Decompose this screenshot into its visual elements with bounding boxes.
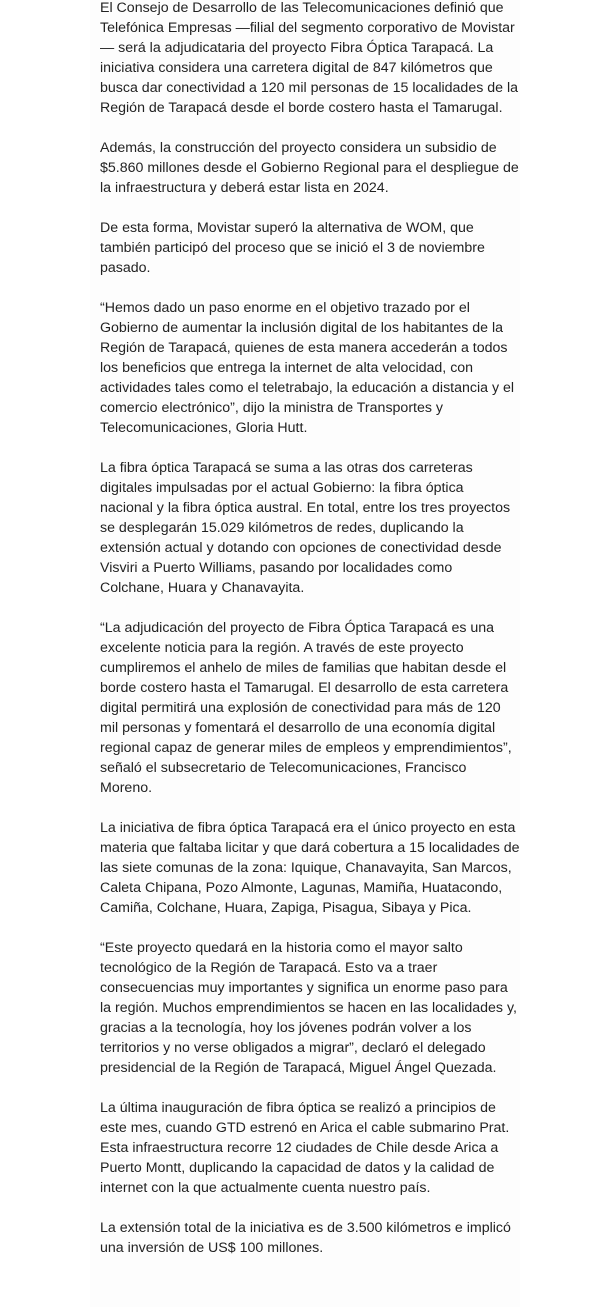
paragraph-subsidy: Además, la construcción del proyecto considera un subsidio de $5.860 millones desde el Gobierno Regional para el despliegue de la infraestructura y deberá estar lista en 2024. [100,140,519,196]
paragraph-adjudication: El Consejo de Desarrollo de las Telecomunicaciones definió que Telefónica Empresas —filial del segmento corporativo de Movistar — será la adjudicataria del proyecto Fibra Óptica Tarapacá. La iniciativa considera una carretera digital de 847 kilómetros que busca dar conectividad a 120 mil personas de 15 localidades de la Región de Tarapacá desde el borde costero hasta el Tamarugal. [100,0,519,116]
paragraph-total-extension: La extensión total de la iniciativa es de 3.500 kilómetros e implicó una inversión de US$ 100 millones. [100,1220,511,1256]
paragraph-quote-minister: “Hemos dado un paso enorme en el objetivo trazado por el Gobierno de aumentar la inclusión digital de los habitantes de la Región de Tarapacá, quienes de esta manera accederán a todos los beneficios que entrega la internet de alta velocidad, con actividades tales como el teletrabajo, la educación a distancia y el comercio electrónico”, dijo la ministra de Transportes y Telecomunicaciones, Gloria Hutt. [100,300,515,436]
paragraph-quote-subsecretary: “La adjudicación del proyecto de Fibra Óptica Tarapacá es una excelente noticia para la región. A través de este proyecto cumpliremos el anhelo de miles de familias que habitan desde el borde costero hasta el Tamarugal. El desarrollo de esta carretera digital permitirá una explosión de conectividad para más de 120 mil personas y fomentará el desarrollo de una economía digital regional capaz de generar miles de empleos y emprendimientos”, señaló el subsecretario de Telecomunicaciones, Francisco Moreno. [100,620,512,796]
paragraph-digital-highways: La fibra óptica Tarapacá se suma a las otras dos carreteras digitales impulsadas por el actual Gobierno: la fibra óptica nacional y la fibra óptica austral. En total, entre los tres proyectos se desplegarán 15.029 kilómetros de redes, duplicando la extensión actual y dotando con opciones de conectividad desde Visviri a Puerto Williams, pasando por localidades como Colchane, Huara y Chanavayita. [100,460,511,596]
paragraph-localities: La iniciativa de fibra óptica Tarapacá era el único proyecto en esta materia que faltaba licitar y que dará cobertura a 15 localidades de las siete comunas de la zona: Iquique, Chanavayita, San Marcos, Caleta Chipana, Pozo Almonte, Lagunas, Mamiña, Huatacondo, Camiña, Colchane, Huara, Zapiga, Pisagua, Sibaya y Pica. [100,820,520,916]
paragraph-wom: De esta forma, Movistar superó la alternativa de WOM, que también participó del proceso que se inició el 3 de noviembre pasado. [100,220,485,276]
paragraph-gtd-cable: La última inauguración de fibra óptica se realizó a principios de este mes, cuando GTD estrenó en Arica el cable submarino Prat. Esta infraestructura recorre 12 ciudades de Chile desde Arica a Puerto Montt, duplicando la capacidad de datos y la calidad de internet con la que actualmente cuenta nuestro país. [100,1100,510,1196]
paragraph-quote-delegate: “Este proyecto quedará en la historia como el mayor salto tecnológico de la Región de Tarapacá. Esto va a traer consecuencias muy importantes y significa un enorme paso para la región. Muchos emprendimientos se hacen en las localidades y, gracias a la tecnología, hoy los jóvenes podrán volver a los territorios y no verse obligados a migrar”, declaró el delegado presidencial de la Región de Tarapacá, Miguel Ángel Quezada. [100,940,517,1076]
article-body [100,0,520,1278]
